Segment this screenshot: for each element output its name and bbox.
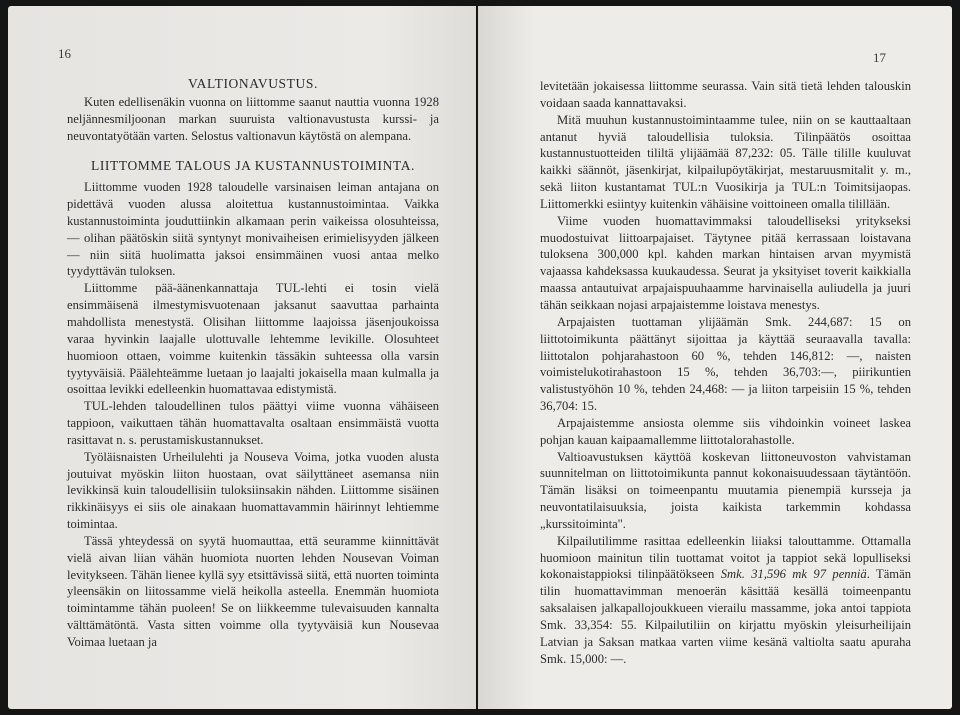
right-page [478,6,952,709]
paragraph: Liittomme pää-äänenkannattaja TUL-lehti ei tosin vielä ensimmäisenä ilmestymisvuotenaan jaksanut saavuttaa parhainta mahdollista menestystä. Olisihan liittomme laajoissa jäsenjoukoissa varaa hyvinkin laajalle ulottuvalle lehtemme levikille. Olosuhteet huomioon ottaen, voimme kuitenkin tässäkin suhteessa olla varsin tyytyväisiä. Päälehteämme luetaan jo laajalti jokaisella maan kulmalla ja osoittaa levikki edelleenkin huomattavaa edistymistä. [67,281,439,397]
paragraph: Arpajaisten tuottaman ylijäämän Smk. 244,687: 15 on liittotoimikunta päättänyt sijoittaa ja käyttää seuraavalla tavalla: liittotalon pohjarahastoon 60 %, tehden 146,812: —, naisten voimistelukotirahastoon 15 %, tehden 36,703:—, piirikuntien valistustyöhön 10 %, tehden 24,468: — ja liiton tarpeisiin 15 %, tehden 36,704: 15. [540,314,911,414]
paragraph: Tässä yhteydessä on syytä huomauttaa, että seuramme kiinnittävät vielä aivan liian vähän huomiota nuorten lehden Nousevan Voiman levitykseen. Tähän lienee kyllä syy etsittävissä siitä, että nuorten toiminta yleensäkin on liitossamme vielä heikolla asteella. Enemmän huomiota toimintamme tähän puoleen! Se on liikkeemme tulevaisuuden kannalta välttämätöntä. Vasta sitten voimme olla tyytyväisiä kun Nousevaa Voimaa luetaan ja [67,533,439,649]
text-run: . Tämän tilin huomattavimman menoerän käsittää kesällä toimeenpantu saksalaisen jalkapallojoukkueen vierailu massamme, joka antoi tappiota Smk. 33,354: 55. Kilpailutiliin on kirjattu myöskin yleisurheilijain Latvian ja Saksan matkaa varten viime kesänä valtiolta saatu apuraha Smk. 15,000: —. [540,567,911,666]
page-number-left: 16 [58,46,71,61]
paragraph: Mitä muuhun kustannustoimintaamme tulee, niin on se kauttaaltaan antanut hyviä taloudellisia tuloksia. Tilinpäätös osoittaa kustannustuotteiden tililtä ylijäämää 87,232: 05. Tälle tilille kuuluvat kaikki säännöt, jäsenkirjat, kilpailupöytäkirjat, mestaruusmitalit y. m., sekä liiton kustantamat TUL:n Vuosikirja ja TUL:n Toimitsijaopas. Liittomerkki esiintyy kuitenkin vähäisine voittoineen omalla tilillään. [540,112,911,211]
paragraph: Valtioavustuksen käyttöä koskevan liittoneuvoston vahvistaman suunnitelman on liittotoimikunta pannut kokonaisuudessaan täytäntöön. Tämän lisäksi on toimeenpantu muutamia pienempiä kursseja ja neuvontatilaisuuksia, joista kaikista tarkemmin kohdassa „kurssitoiminta". [540,449,911,531]
right-page-text [540,78,911,668]
page-number-right: 17 [873,50,886,65]
paragraph: Viime vuoden huomattavimmaksi taloudelliseksi yritykseksi muodostuivat liittoarpajaiset. Täytynee pitää kerrassaan loistavana tuloksena 300,000 kpl. kahden markan hintaisen arvan myymistä vajaassa kahdeksassa kuukaudessa. Seurat ja yksityiset toverit kaikkialla maassa antautuivat arpajaispuuhaamme harvinaisella auliudella ja juuri tähän seikkaan nojasi arpajaistemme loistava menestys. [540,213,911,312]
paragraph: TUL-lehden taloudellinen tulos päättyi viime vuonna vähäiseen tappioon, vaikuttaen tähän huomattavalta osaltaan ensimmäistä vuotta rasittavat n. s. perustamiskustannukset. [67,399,439,447]
left-page-text [67,70,439,651]
left-page [8,6,476,709]
paragraph: Työläisnaisten Urheilulehti ja Nouseva Voima, jotka vuoden alusta joutuivat myöskin liiton huostaan, ovat säilyttäneet asemansa niin levikkinsä kuin taloudellisiin tuloksiinsakin nähden. Liittomme sisäinen rikkinäisyys ei siis ole ainakaan huomattavammin häirinnyt lehtiemme toimintaa. [67,449,439,532]
text-run: Kilpailutilimme rasittaa edelleenkin liiaksi talouttamme. Ottamalla huomioon mainitun tilin tuottamat voitot ja tappiot sekä lopulliseksi kokonaistappioksi tilinpäätökseen [540,533,911,582]
paragraph: Liittomme vuoden 1928 taloudelle varsinaisen leiman antajana on pidettävä vuoden alussa aloitettua kustannustoimintaa. Vaikka kustannustoiminta jouduttiinkin alkamaan perin vaikeissa olosuhteissa, — olihan päätöskin siitä syntynyt monivaiheisen erimielisyyden jälkeen — niin siitä huolimatta jaksoi ensimmäinen vuosi antaa melko tyydyttävän tuloksen. [67,180,439,279]
paragraph [540,533,911,668]
heading-talous: LIITTOMME TALOUS JA KUSTANNUSTOIMINTA. [90,158,416,174]
paragraph: Kuten edellisenäkin vuonna on liittomme saanut nauttia vuonna 1928 neljännesmiljoonan markan suuruista valtionavustusta kurssi- ja neuvontatyötään varten. Selostus valtionavun käytöstä on alempana. [67,94,439,143]
italic-amount: Smk. 31,596 mk 97 penniä [720,567,867,582]
paragraph: Arpajaistemme ansiosta olemme siis vihdoinkin voineet laskea pohjan kauan kaipaamallemme liittotalorahastolle. [540,415,911,447]
heading-valtionavustus: VALTIONAVUSTUS. [188,76,318,91]
paragraph: levitetään jokaisessa liittomme seurassa. Vain sitä tietä lehden talouskin voidaan saada kannattavaksi. [540,79,911,110]
